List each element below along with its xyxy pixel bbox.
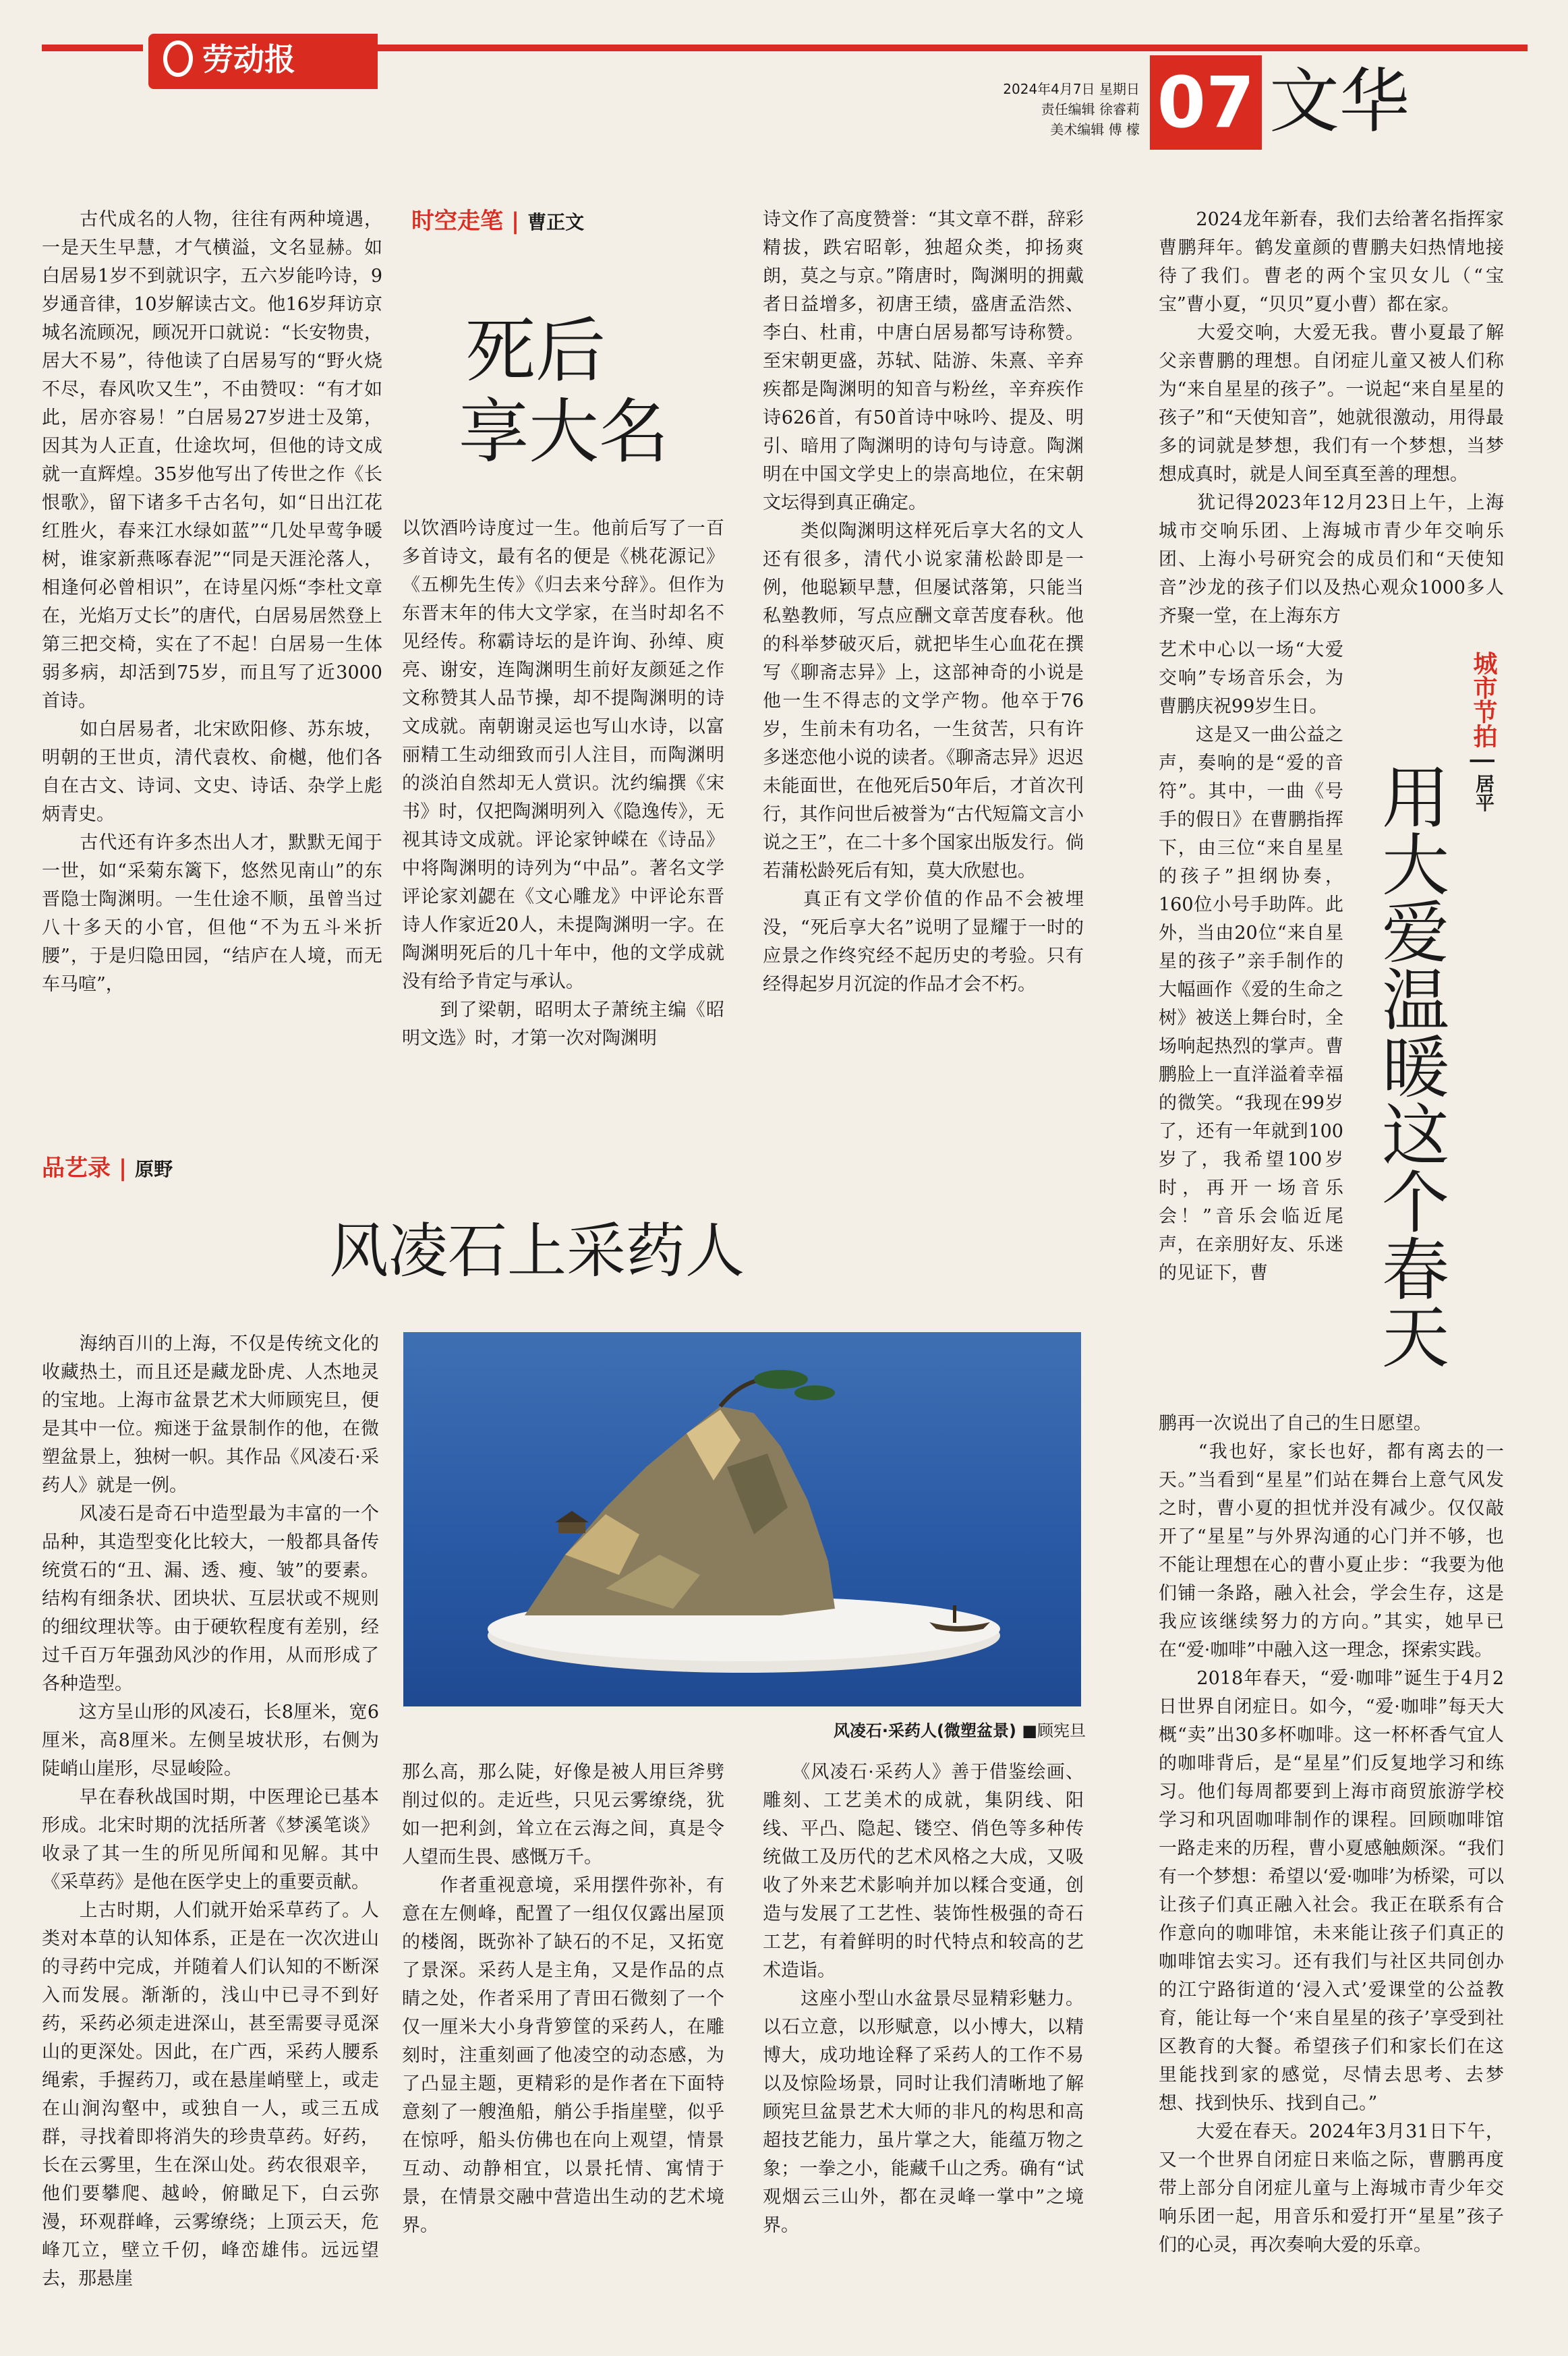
page-number: 07: [1157, 61, 1255, 144]
article3-title: 用大爱温暖这个春天: [1370, 762, 1449, 1369]
article1-title-line2: 享大名: [459, 391, 670, 473]
column-name: 品艺录: [42, 1155, 111, 1182]
article3-narrow: 艺术中心以一场“大爱交响”专场音乐会，为曹鹏庆祝99岁生日。 这是又一曲公益之声，奏响的是“爱的音符”。其中，一曲《号手的假日》在曹鹏指挥下，由三位“来自星星的孩子”担纲协奏，160位小号手助阵。此外，当由20位“来自星星的孩子”亲手制作的大幅画作《爱的生命之树》被送上舞台时，全场响起热烈的掌声。曹鹏脸上一直洋溢着幸福的微笑。“我现在99岁了，还有一年就到100岁了，我希望100岁时，再开一场音乐会！”音乐会临近尾声，在亲朋好友、乐迷的见证下，曹: [1159, 639, 1343, 1284]
author-name: 曹正文: [527, 211, 585, 233]
logo-text: 劳动报: [202, 41, 295, 78]
pavilion: [558, 1521, 585, 1533]
article3-column-label: [1469, 651, 1499, 811]
article1-col1: 古代成名的人物，往往有两种境遇，一是天生早慧，才气横溢，文名显赫。如白居易1岁不到就识字，五六岁能吟诗，9岁通音律，10岁解读古文。他16岁拜访京城名流顾况，顾况开口就说：“长安物贵，居大不易”，待他读了白居易写的“野火烧不尽，春风吹又生”，不由赞叹：“有才如此，居亦容易！”白居易27岁进士及第，因其为人正直，仕途坎坷，但他的诗文成就一直辉煌。35岁他写出了传世之作《长恨歌》，留下诸多千古名句，如“日出江花红胜火，春来江水绿如蓝”“几处早莺争暖树，谁家新燕啄春泥”“同是天涯沦落人，相逢何必曾相识”，在诗星闪烁“李杜文章在，光焰万丈长”的唐代，白居易居然登上第三把交椅，实在了不起！白居易一生体弱多病，却活到75岁，而且写了近3000首诗。 如白居易者，北宋欧阳修、苏东坡，明朝的王世贞，清代袁枚、俞樾，他们各自在古文、诗词、文史、诗话、杂学上彪炳青史。 古代还有许多杰出人才，默默无闻于一世，如“采菊东篱下，悠然见南山”的东晋隐士陶渊明。一生仕途不顺，虽曾当过八十多天的小官，但他“不为五斗米折腰”，于是归隐田园，“结庐在人境，而无车马喧”，: [42, 209, 382, 995]
article1-col3: 诗文作了高度赞誉：“其文章不群，辞彩精拔，跌宕昭彰，独超众类，抑扬爽朗，莫之与京。”隋唐时，陶渊明的拥戴者日益增多，初唐王绩，盛唐孟浩然、李白、杜甫，中唐白居易都写诗称赞。至宋朝更盛，苏轼、陆游、朱熹、辛弃疾都是陶渊明的知音与粉丝，辛弃疾作诗626首，有50首诗中咏吟、提及、明引、暗用了陶渊明的诗句与诗意。陶渊明在中国文学史上的崇高地位，在宋朝文坛得到真正确定。 类似陶渊明这样死后享大名的文人还有很多，清代小说家蒲松龄即是一例，他聪颖早慧，但屡试落第，只能当私塾教师，写点应酬文章苦度春秋。他的科举梦破灭后，就把毕生心血花在撰写《聊斋志异》上，这部神奇的小说是他一生不得志的文学产物。他卒于76岁，生前未有功名，一生贫苦，只有许多迷恋他小说的读者。《聊斋志异》迟迟未能面世，在他死后50年后，才首次刊行，其作问世后被誉为“古代短篇文言小说之王”，在二十多个国家出版发行。倘若蒲松龄死后有知，莫大欣慰也。 真正有文学价值的作品不会被埋没，“死后享大名”说明了显耀于一时的应景之作终究经不起历史的考验。只有经得起岁月沉淀的作品才会不朽。: [763, 209, 1084, 995]
column-divider: |: [118, 1155, 136, 1182]
penjing-illustration: [403, 1332, 1081, 1706]
column-name: 城市节拍: [1470, 651, 1498, 748]
column-name: 时空走笔: [411, 208, 503, 235]
photo-caption: [762, 1717, 1086, 1741]
caption-title: 风凌石·采药人(微塑盆景): [833, 1721, 1016, 1740]
article2-title: 风凌石上采药人: [329, 1216, 745, 1286]
article2-col2: 那么高，那么陡，好像是被人用巨斧劈削过似的。走近些，只见云雾缭绕，犹如一把利剑，耸立在云海之间，真是令人望而生畏、感慨万千。 作者重视意境，采用摆件弥补，有意在左侧峰，配置了一组仅仅露出屋顶的楼阁，既弥补了缺石的不足，又拓宽了景深。采药人是主角，又是作品的点睛之处，作者采用了青田石微刻了一个仅一厘米大小身背箩筐的采药人，在雕刻时，注重刻画了他凌空的动态感，为了凸显主题，更精彩的是作者在下面特意刻了一艘渔船，艄公手指崖壁，似乎在惊呼，船头仿佛也在向上观望，情景互动、动静相宜，以景托情、寓情于景，在情景交融中营造出生动的艺术境界。: [402, 1762, 724, 2236]
column-divider: |: [1470, 756, 1498, 774]
masthead-rule-left: [42, 45, 143, 51]
article3-top: 2024龙年新春，我们去给著名指挥家曹鹏拜年。鹤发童颜的曹鹏夫妇热情地接待了我们。曹老的两个宝贝女儿（“宝宝”曹小夏，“贝贝”夏小曹）都在家。 大爱交响，大爱无我。曹小夏最了解父亲曹鹏的理想。自闭症儿童又被人们称为“来自星星的孩子”。一说起“来自星星的孩子”和“天使知音”，她就很激动，用得最多的词就是梦想，我们有一个梦想，当梦想成真时，就是人间至真至善的理想。 犹记得2023年12月23日上午，上海城市交响乐团、上海城市青少年交响乐团、上海小号研究会的成员们和“天使知音”沙龙的孩子们以及热心观众1000多人齐聚一堂，在上海东方: [1159, 209, 1504, 627]
article2-col1: 海纳百川的上海，不仅是传统文化的收藏热土，而且还是藏龙卧虎、人杰地灵的宝地。上海市盆景艺术大师顾宪旦，便是其中一位。痴迷于盆景制作的他，在微塑盆景上，独树一帜。其作品《风凌石·采药人》就是一例。 风凌石是奇石中造型最为丰富的一个品种，其造型变化比较大，一般都具备传统赏石的“丑、漏、透、瘦、皱”的要素。结构有细条状、团块状、互层状或不规则的细纹理状等。由于硬软程度有差别，经过千百万年强劲风沙的作用，从而形成了各种造型。 这方呈山形的风凌石，长8厘米，宽6厘米，高8厘米。左侧呈坡状形，右侧为陡峭山崖形，尽显峻险。 早在春秋战国时期，中医理论已基本形成。北宋时期的沈括所著《梦溪笔谈》收录了其一生的所见所闻和见解。其中《采草药》是他在医学史上的重要贡献。 上古时期，人们就开始采草药了。人类对本草的认知体系，正是在一次次进山的寻药中完成，并随着人们认知的不断深入而发展。渐渐的，浅山中已寻不到好药，采药必须走进深山，甚至需要寻觅深山的更深处。因此，在广西，采药人腰系绳索，手握药刀，或在悬崖峭壁上，或走在山涧沟壑中，或独自一人，或三五成群，寻找着即将消失的珍贵草药。好药，长在云雾里，生在深山处。药农很艰辛，他们要攀爬、越岭，俯瞰足下，白云弥漫，环观群峰，云雾缭绕；上顶云天，危峰兀立，壁立千仞，峰峦雄伟。远远望去，那悬崖: [42, 1333, 379, 2289]
article2-column-label: [42, 1153, 173, 1184]
article3-bottom: 鹏再一次说出了自己的生日愿望。 “我也好，家长也好，都有离去的一天。”当看到“星星”们站在舞台上意气风发之时，曹小夏的担忧并没有减少。仅仅敲开了“星星”与外界沟通的心门并不够，也不能让理想在心的曹小夏止步：“我要为他们铺一条路，融入社会，学会生存，这是我应该继续努力的方向。”其实，她早已在“爱·咖啡”中融入这一理念，探索实践。 2018年春天，“爱·咖啡”诞生于4月2日世界自闭症日。如今，“爱·咖啡”每天大概“卖”出30多杯咖啡。这一杯杯香气宜人的咖啡背后，是“星星”们反复地学习和练习。他们每周都要到上海市商贸旅游学校学习和巩固咖啡制作的课程。回顾咖啡馆一路走来的历程，曹小夏感触颇深。“我们有一个梦想：希望以‘爱·咖啡’为桥梁，可以让孩子们真正融入社会。我正在联系有合作意向的咖啡馆，未来能让孩子们真正的咖啡馆去实习。还有我们与社区共同创办的江宁路街道的‘浸入式’爱课堂的公益教育，能让每一个‘来自星星的孩子’享受到社区教育的大餐。希望孩子们和家长们在这里能找到家的感觉，尽情去思考、去梦想、找到快乐、找到自己。” 大爱在春天。2024年3月31日下午，又一个世界自闭症日来临之际，曹鹏再度带上部分自闭症儿童与上海城市青少年交响乐团一起，用音乐和爱打开“星星”孩子们的心灵，再次奏响大爱的乐章。: [1159, 1413, 1504, 2256]
penjing-photo: [403, 1332, 1081, 1706]
section-name: 文华: [1269, 60, 1410, 142]
article1-title-line1: 死后: [465, 310, 606, 392]
author-name: 居平: [1473, 774, 1495, 812]
masthead-rule-right: [378, 45, 1528, 51]
logo-mark-icon: [163, 40, 193, 77]
art-editor: 美术编辑 傅 檬: [1050, 121, 1140, 138]
article1-column-label: [411, 206, 584, 237]
author-name: 原野: [135, 1158, 173, 1180]
article1-col2: 以饮酒吟诗度过一生。他前后写了一百多首诗文，最有名的便是《桃花源记》《五柳先生传》《归去来兮辞》。但作为东晋末年的伟大文学家，在当时却名不见经传。称霸诗坛的是许询、孙绰、庾亮、谢安，连陶渊明生前好友颜延之作文称赞其人品节操，却不提陶渊明的诗文成就。南朝谢灵运也写山水诗，以富丽精工生动细致而引人注目，而陶渊明的淡泊自然却无人赏识。沈约编撰《宋书》时，仅把陶渊明列入《隐逸传》，无视其诗文成就。评论家钟嵘在《诗品》中将陶渊明的诗列为“中品”。著名文学评论家刘勰在《文心雕龙》中评论东晋诗人作家近20人，未提陶渊明一字。在陶渊明死后的几十年中，他的文学成就没有给予肯定与承认。 到了梁朝，昭明太子萧统主编《昭明文选》时，才第一次对陶渊明: [402, 518, 724, 1049]
pine: [754, 1370, 808, 1389]
responsible-editor: 责任编辑 徐睿莉: [1041, 101, 1140, 117]
column-divider: |: [511, 208, 528, 235]
caption-credit: ■顾宪旦: [1022, 1721, 1086, 1740]
issue-date: 2024年4月7日 星期日: [1003, 81, 1140, 97]
article2-col3: 《风凌石·采药人》善于借鉴绘画、雕刻、工艺美术的成就，集阴线、阳线、平凸、隐起、镂空、俏色等多种传统做工及历代的艺术风格之大成，又吸收了外来艺术影响并加以糅合变通，创造与发展了工艺性、装饰性极强的奇石工艺，有着鲜明的时代特点和较高的艺术造诣。 这座小型山水盆景尽显精彩魅力。以石立意，以形赋意，以小博大，以精博大，成功地诠释了采药人的工作不易以及惊险场景，同时让我们清晰地了解顾宪旦盆景艺术大师的非凡的构思和高超技艺能力，虽片掌之大，能蕴万物之象；一拳之小，能藏千山之秀。确有“试观烟云三山外，都在灵峰一掌中”之境界。: [763, 1762, 1084, 2236]
